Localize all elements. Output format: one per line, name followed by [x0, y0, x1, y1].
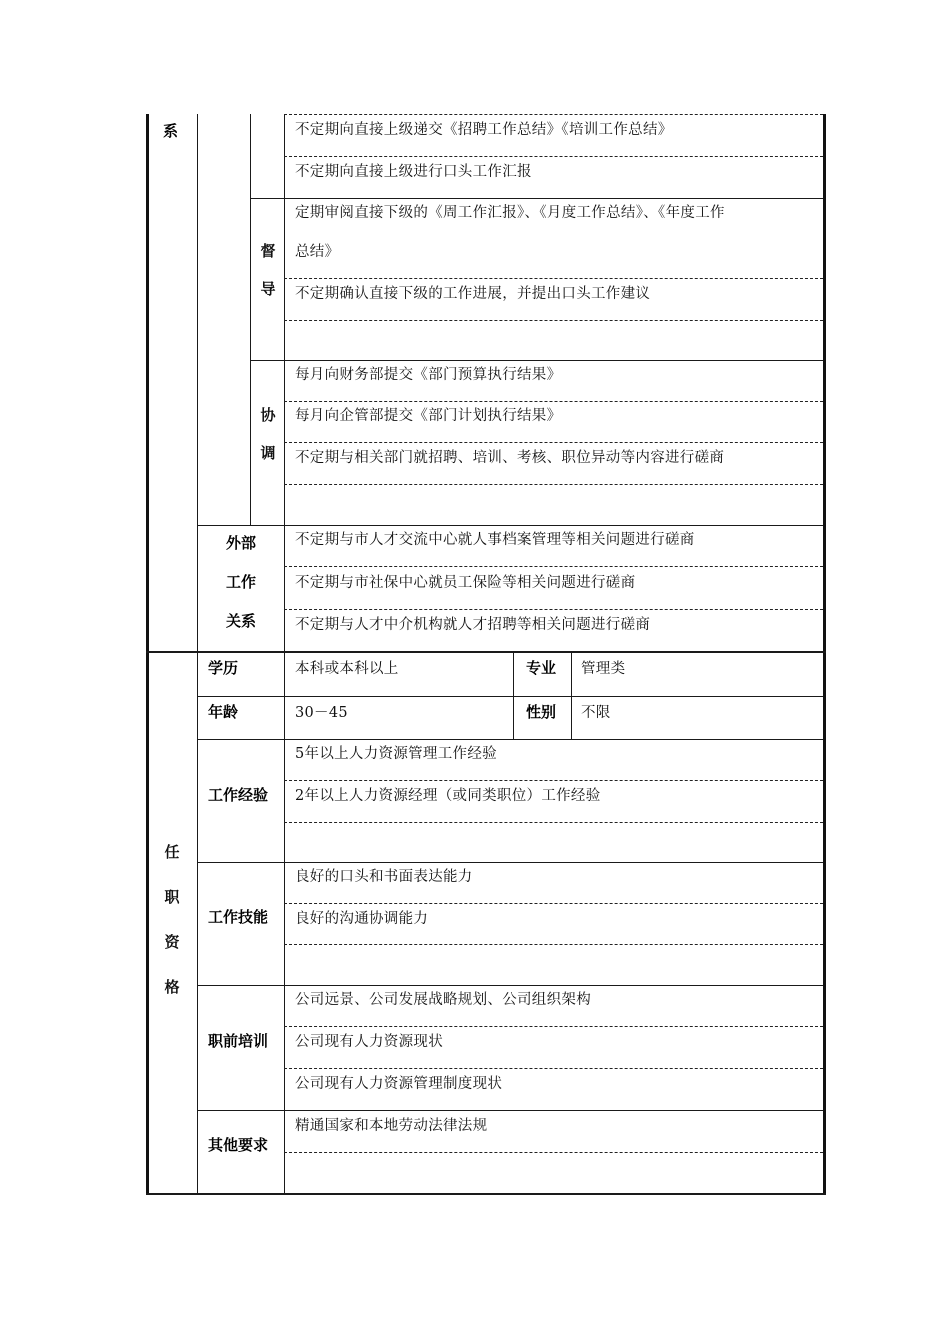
training-row: 公司现有人力资源现状 [295, 1034, 443, 1050]
qualification-char: 资 [164, 933, 180, 951]
row-divider [250, 360, 823, 361]
skills-row: 良好的沟通协调能力 [295, 911, 429, 927]
section-divider [146, 651, 826, 653]
row-divider [197, 696, 823, 697]
external-label: 关系 [226, 612, 257, 630]
training-label: 职前培训 [208, 1032, 269, 1050]
external-row: 不定期与市人才交流中心就人事档案管理等相关问题进行磋商 [295, 532, 695, 548]
gender-value: 不限 [581, 705, 611, 721]
column-divider [197, 114, 198, 1194]
gender-label: 性别 [526, 703, 557, 721]
row-divider [284, 903, 823, 904]
supervise-char: 导 [260, 280, 276, 298]
experience-row: 2年以上人力资源经理（或同类职位）工作经验 [295, 788, 601, 804]
education-label: 学历 [208, 659, 239, 677]
external-row: 不定期与人才中介机构就人才招聘等相关问题进行磋商 [295, 617, 651, 633]
major-label: 专业 [526, 659, 557, 677]
row-divider [284, 1068, 823, 1069]
row-divider [197, 739, 823, 740]
section-label-relations: 系 [163, 122, 179, 140]
major-value: 管理类 [581, 661, 626, 677]
age-value: 30－45 [295, 705, 348, 721]
row-divider [284, 1026, 823, 1027]
coordinate-char: 协 [260, 406, 276, 424]
row-divider [197, 985, 823, 986]
external-row: 不定期与市社保中心就员工保险等相关问题进行磋商 [295, 575, 636, 591]
row-divider [284, 1152, 823, 1153]
training-row: 公司远景、公司发展战略规划、公司组织架构 [295, 992, 591, 1008]
coordinate-char: 调 [260, 444, 276, 462]
row-divider [284, 320, 823, 321]
row-divider [284, 278, 823, 279]
coordinate-label [256, 396, 280, 472]
training-row: 公司现有人力资源管理制度现状 [295, 1076, 503, 1092]
coordinate-row: 每月向企管部提交《部门计划执行结果》 [295, 408, 562, 424]
row-divider [197, 862, 823, 863]
row-divider [197, 525, 823, 526]
table-bottom-border [146, 1193, 826, 1195]
table-left-border [146, 114, 149, 1194]
row-divider [284, 944, 823, 945]
qualification-char: 职 [164, 888, 180, 906]
skills-label: 工作技能 [208, 908, 269, 926]
age-label: 年龄 [208, 703, 239, 721]
other-row: 精通国家和本地劳动法律法规 [295, 1118, 488, 1134]
qualification-char: 任 [164, 843, 180, 861]
supervise-label [256, 232, 280, 308]
row-divider [284, 484, 823, 485]
row-divider [284, 156, 823, 157]
row-divider [284, 566, 823, 567]
supervise-row: 不定期确认直接下级的工作进展，并提出口头工作建议 [295, 286, 651, 302]
row-divider [197, 1110, 823, 1111]
row-divider [284, 442, 823, 443]
external-label: 外部 [226, 534, 257, 552]
section-label-qualifications [160, 830, 184, 1010]
row-divider [250, 198, 823, 199]
column-divider [250, 114, 251, 525]
coordinate-row: 每月向财务部提交《部门预算执行结果》 [295, 367, 562, 383]
supervise-row-cont: 总结》 [295, 244, 340, 260]
row-divider [284, 114, 823, 115]
row-divider [284, 822, 823, 823]
other-label: 其他要求 [208, 1136, 269, 1154]
experience-label: 工作经验 [208, 786, 269, 804]
external-label: 工作 [226, 573, 257, 591]
table-right-border [823, 114, 826, 1194]
row-divider [284, 609, 823, 610]
report-row: 不定期向直接上级递交《招聘工作总结》《培训工作总结》 [295, 122, 673, 138]
row-divider [284, 780, 823, 781]
skills-row: 良好的口头和书面表达能力 [295, 869, 473, 885]
supervise-row: 定期审阅直接下级的《周工作汇报》、《月度工作总结》、《年度工作 [295, 205, 725, 221]
qualification-char: 格 [164, 978, 180, 996]
report-row: 不定期向直接上级进行口头工作汇报 [295, 164, 532, 180]
row-divider [284, 401, 823, 402]
education-value: 本科或本科以上 [295, 661, 399, 677]
supervise-char: 督 [260, 242, 276, 260]
coordinate-row: 不定期与相关部门就招聘、培训、考核、职位异动等内容进行磋商 [295, 450, 725, 466]
experience-row: 5年以上人力资源管理工作经验 [295, 746, 497, 762]
column-divider [284, 114, 285, 1194]
